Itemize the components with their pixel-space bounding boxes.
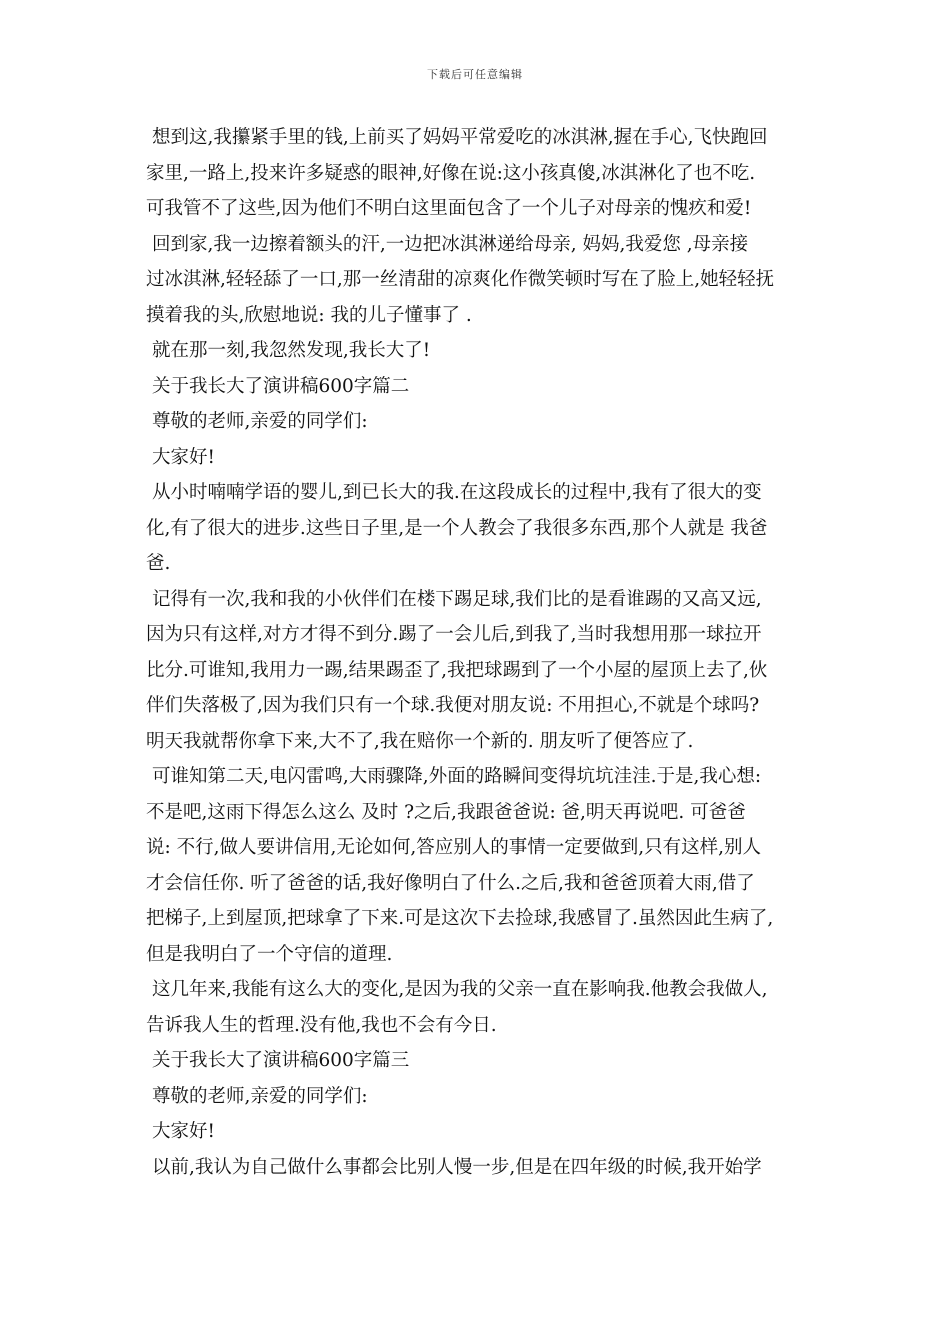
text-line: 想到这,我攥紧手里的钱,上前买了妈妈平常爱吃的冰淇淋,握在手心,飞快跑回 bbox=[152, 127, 768, 148]
text-line: 把梯子,上到屋顶,把球拿了下来.可是这次下去捡球,我感冒了.虽然因此生病了, bbox=[146, 908, 774, 929]
text-line: 告诉我人生的哲理.没有他,我也不会有今日. bbox=[146, 1014, 497, 1036]
text-line: 大家好! bbox=[152, 1121, 215, 1142]
text-line: 才会信任你. 听了爸爸的话,我好像明白了什么.之后,我和爸爸顶着大雨,借了 bbox=[146, 872, 755, 894]
text-line: 以前,我认为自己做什么事都会比别人慢一步,但是在四年级的时候,我开始学 bbox=[152, 1156, 762, 1178]
text-line: 尊敬的老师,亲爱的同学们: bbox=[152, 1085, 368, 1107]
text-line: 关于我长大了演讲稿600字篇二 bbox=[152, 375, 410, 397]
text-line: 明天我就帮你拿下来,大不了,我在赔你一个新的. 朋友听了便答应了. bbox=[146, 730, 694, 752]
text-line: 化,有了很大的进步.这些日子里,是一个人教会了我很多东西,那个人就是 我爸 bbox=[146, 517, 768, 539]
text-line: 可谁知第二天,电闪雷鸣,大雨骤降,外面的路瞬间变得坑坑洼洼.于是,我心想: bbox=[152, 766, 762, 787]
page-header: 下载后可任意编辑 bbox=[427, 68, 523, 81]
text-line: 可我管不了这些,因为他们不明白这里面包含了一个儿子对母亲的愧疚和爱! bbox=[146, 198, 752, 219]
text-line: 但是我明白了一个守信的道理. bbox=[146, 943, 393, 965]
text-line: 过冰淇淋,轻轻舔了一口,那一丝清甜的凉爽化作微笑顿时写在了脸上,她轻轻抚 bbox=[146, 269, 775, 290]
text-line: 就在那一刻,我忽然发现,我长大了! bbox=[152, 340, 431, 361]
text-line: 不是吧,这雨下得怎么这么 及时 ?之后,我跟爸爸说: 爸,明天再说吧. 可爸爸 bbox=[146, 801, 746, 823]
text-line: 这几年来,我能有这么大的变化,是因为我的父亲一直在影响我.他教会我做人, bbox=[152, 979, 768, 1000]
text-line: 摸着我的头,欣慰地说: 我的儿子懂事了 . bbox=[146, 304, 472, 326]
text-line: 家里,一路上,投来许多疑惑的眼神,好像在说:这小孩真傻,冰淇淋化了也不吃. bbox=[146, 162, 756, 184]
text-line: 因为只有这样,对方才得不到分.踢了一会儿后,到我了,当时我想用那一球拉开 bbox=[146, 624, 762, 645]
text-line: 爸. bbox=[146, 553, 171, 574]
text-line: 说: 不行,做人要讲信用,无论如何,答应别人的事情一定要做到,只有这样,别人 bbox=[146, 837, 762, 858]
text-line: 大家好! bbox=[152, 446, 215, 468]
text-line: 关于我长大了演讲稿600字篇三 bbox=[152, 1050, 410, 1071]
text-line: 比分.可谁知,我用力一踢,结果踢歪了,我把球踢到了一个小屋的屋顶上去了,伙 bbox=[146, 659, 768, 681]
text-line: 从小时喃喃学语的婴儿,到已长大的我.在这段成长的过程中,我有了很大的变 bbox=[152, 482, 762, 503]
text-line: 尊敬的老师,亲爱的同学们: bbox=[152, 411, 368, 432]
body-text bbox=[146, 120, 814, 1185]
text-line: 回到家,我一边擦着额头的汗,一边把冰淇淋递给母亲, 妈妈,我爱您 ,母亲接 bbox=[152, 233, 749, 255]
text-line: 记得有一次,我和我的小伙伴们在楼下踢足球,我们比的是看谁踢的又高又远, bbox=[152, 588, 762, 610]
text-line: 伴们失落极了,因为我们只有一个球.我便对朋友说: 不用担心,不就是个球吗? bbox=[146, 695, 760, 716]
